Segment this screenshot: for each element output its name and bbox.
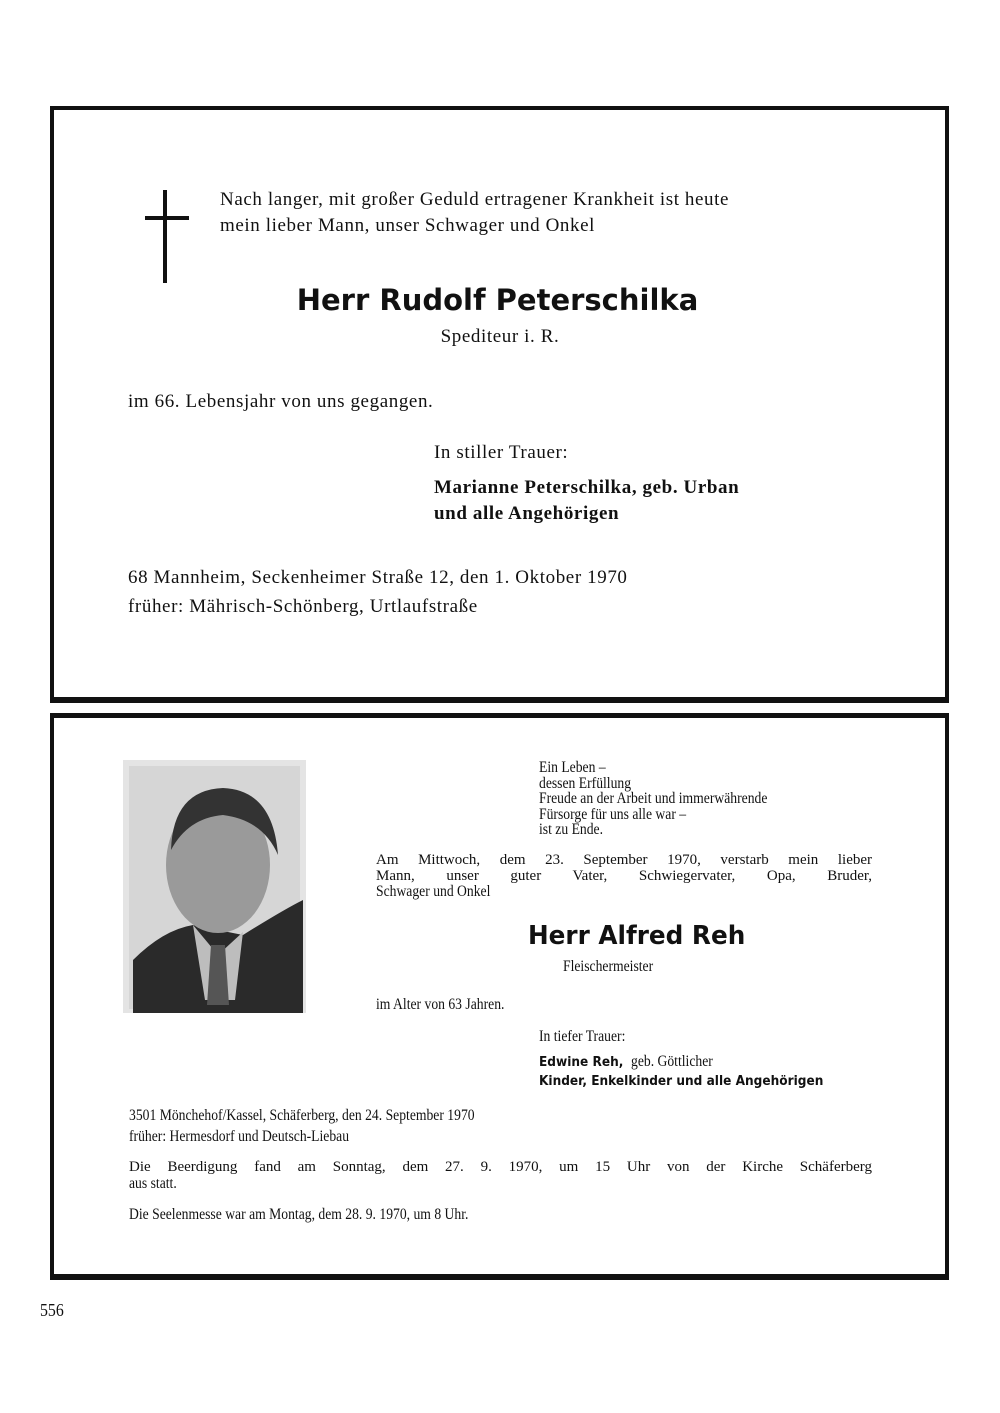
age-line: im 66. Lebensjahr von uns gegangen. bbox=[128, 391, 434, 412]
poem-line: Ein Leben – bbox=[539, 759, 606, 776]
mourner-maiden: geb. Göttlicher bbox=[630, 1053, 713, 1070]
address-line: früher: Hermesdorf und Deutsch-Liebau bbox=[129, 1128, 350, 1145]
intro-line: mein lieber Mann, unser Schwager und Onkel bbox=[220, 215, 596, 236]
mourner-line: Marianne Peterschilka, geb. Urban bbox=[434, 477, 740, 498]
mourner-line bbox=[539, 1054, 724, 1070]
funeral-line: aus statt. bbox=[129, 1175, 177, 1192]
deceased-name: Herr Alfred Reh bbox=[528, 921, 746, 951]
poem-line: Freude an der Arbeit und immerwährende bbox=[539, 790, 768, 807]
mass-line: Die Seelenmesse war am Montag, dem 28. 9. 1970, um 8 Uhr. bbox=[129, 1206, 469, 1223]
deceased-title: Fleischermeister bbox=[563, 958, 654, 975]
intro-line: Nach langer, mit großer Geduld ertragener Krankheit ist heute bbox=[220, 189, 730, 210]
portrait-photo bbox=[123, 760, 306, 1013]
page-number: 556 bbox=[40, 1300, 64, 1320]
deceased-name: Herr Rudolf Peterschilka bbox=[296, 283, 699, 317]
address-line: 68 Mannheim, Seckenheimer Straße 12, den 1. Oktober 1970 bbox=[128, 567, 628, 588]
mourner-name: Edwine Reh, bbox=[539, 1054, 624, 1070]
announcement-line: Am Mittwoch, dem 23. September 1970, verstarb mein lieber bbox=[376, 852, 872, 868]
poem-line: dessen Erfüllung bbox=[539, 775, 632, 792]
deceased-title: Spediteur i. R. bbox=[440, 326, 560, 347]
cross-icon-bar bbox=[145, 216, 189, 220]
age-line: im Alter von 63 Jahren. bbox=[376, 996, 505, 1013]
mourner-line: und alle Angehörigen bbox=[434, 503, 620, 524]
address-line: 3501 Mönchehof/Kassel, Schäferberg, den 24. September 1970 bbox=[129, 1107, 475, 1124]
poem-line: Fürsorge für uns alle war – bbox=[539, 806, 687, 823]
cross-icon bbox=[163, 190, 167, 283]
announcement-line: Schwager und Onkel bbox=[376, 883, 491, 900]
poem-line: ist zu Ende. bbox=[539, 821, 604, 838]
funeral-line: Die Beerdigung fand am Sonntag, dem 27. 9. 1970, um 15 Uhr von der Kirche Schäferberg bbox=[129, 1159, 872, 1175]
mourning-label: In tiefer Trauer: bbox=[539, 1028, 626, 1045]
mourning-label: In stiller Trauer: bbox=[434, 442, 569, 463]
address-line: früher: Mährisch-Schönberg, Urtlaufstraße bbox=[128, 596, 478, 617]
announcement-line: Mann, unser guter Vater, Schwiegervater, Opa, Bruder, bbox=[376, 868, 872, 884]
mourner-line: Kinder, Enkelkinder und alle Angehörigen bbox=[539, 1073, 824, 1089]
